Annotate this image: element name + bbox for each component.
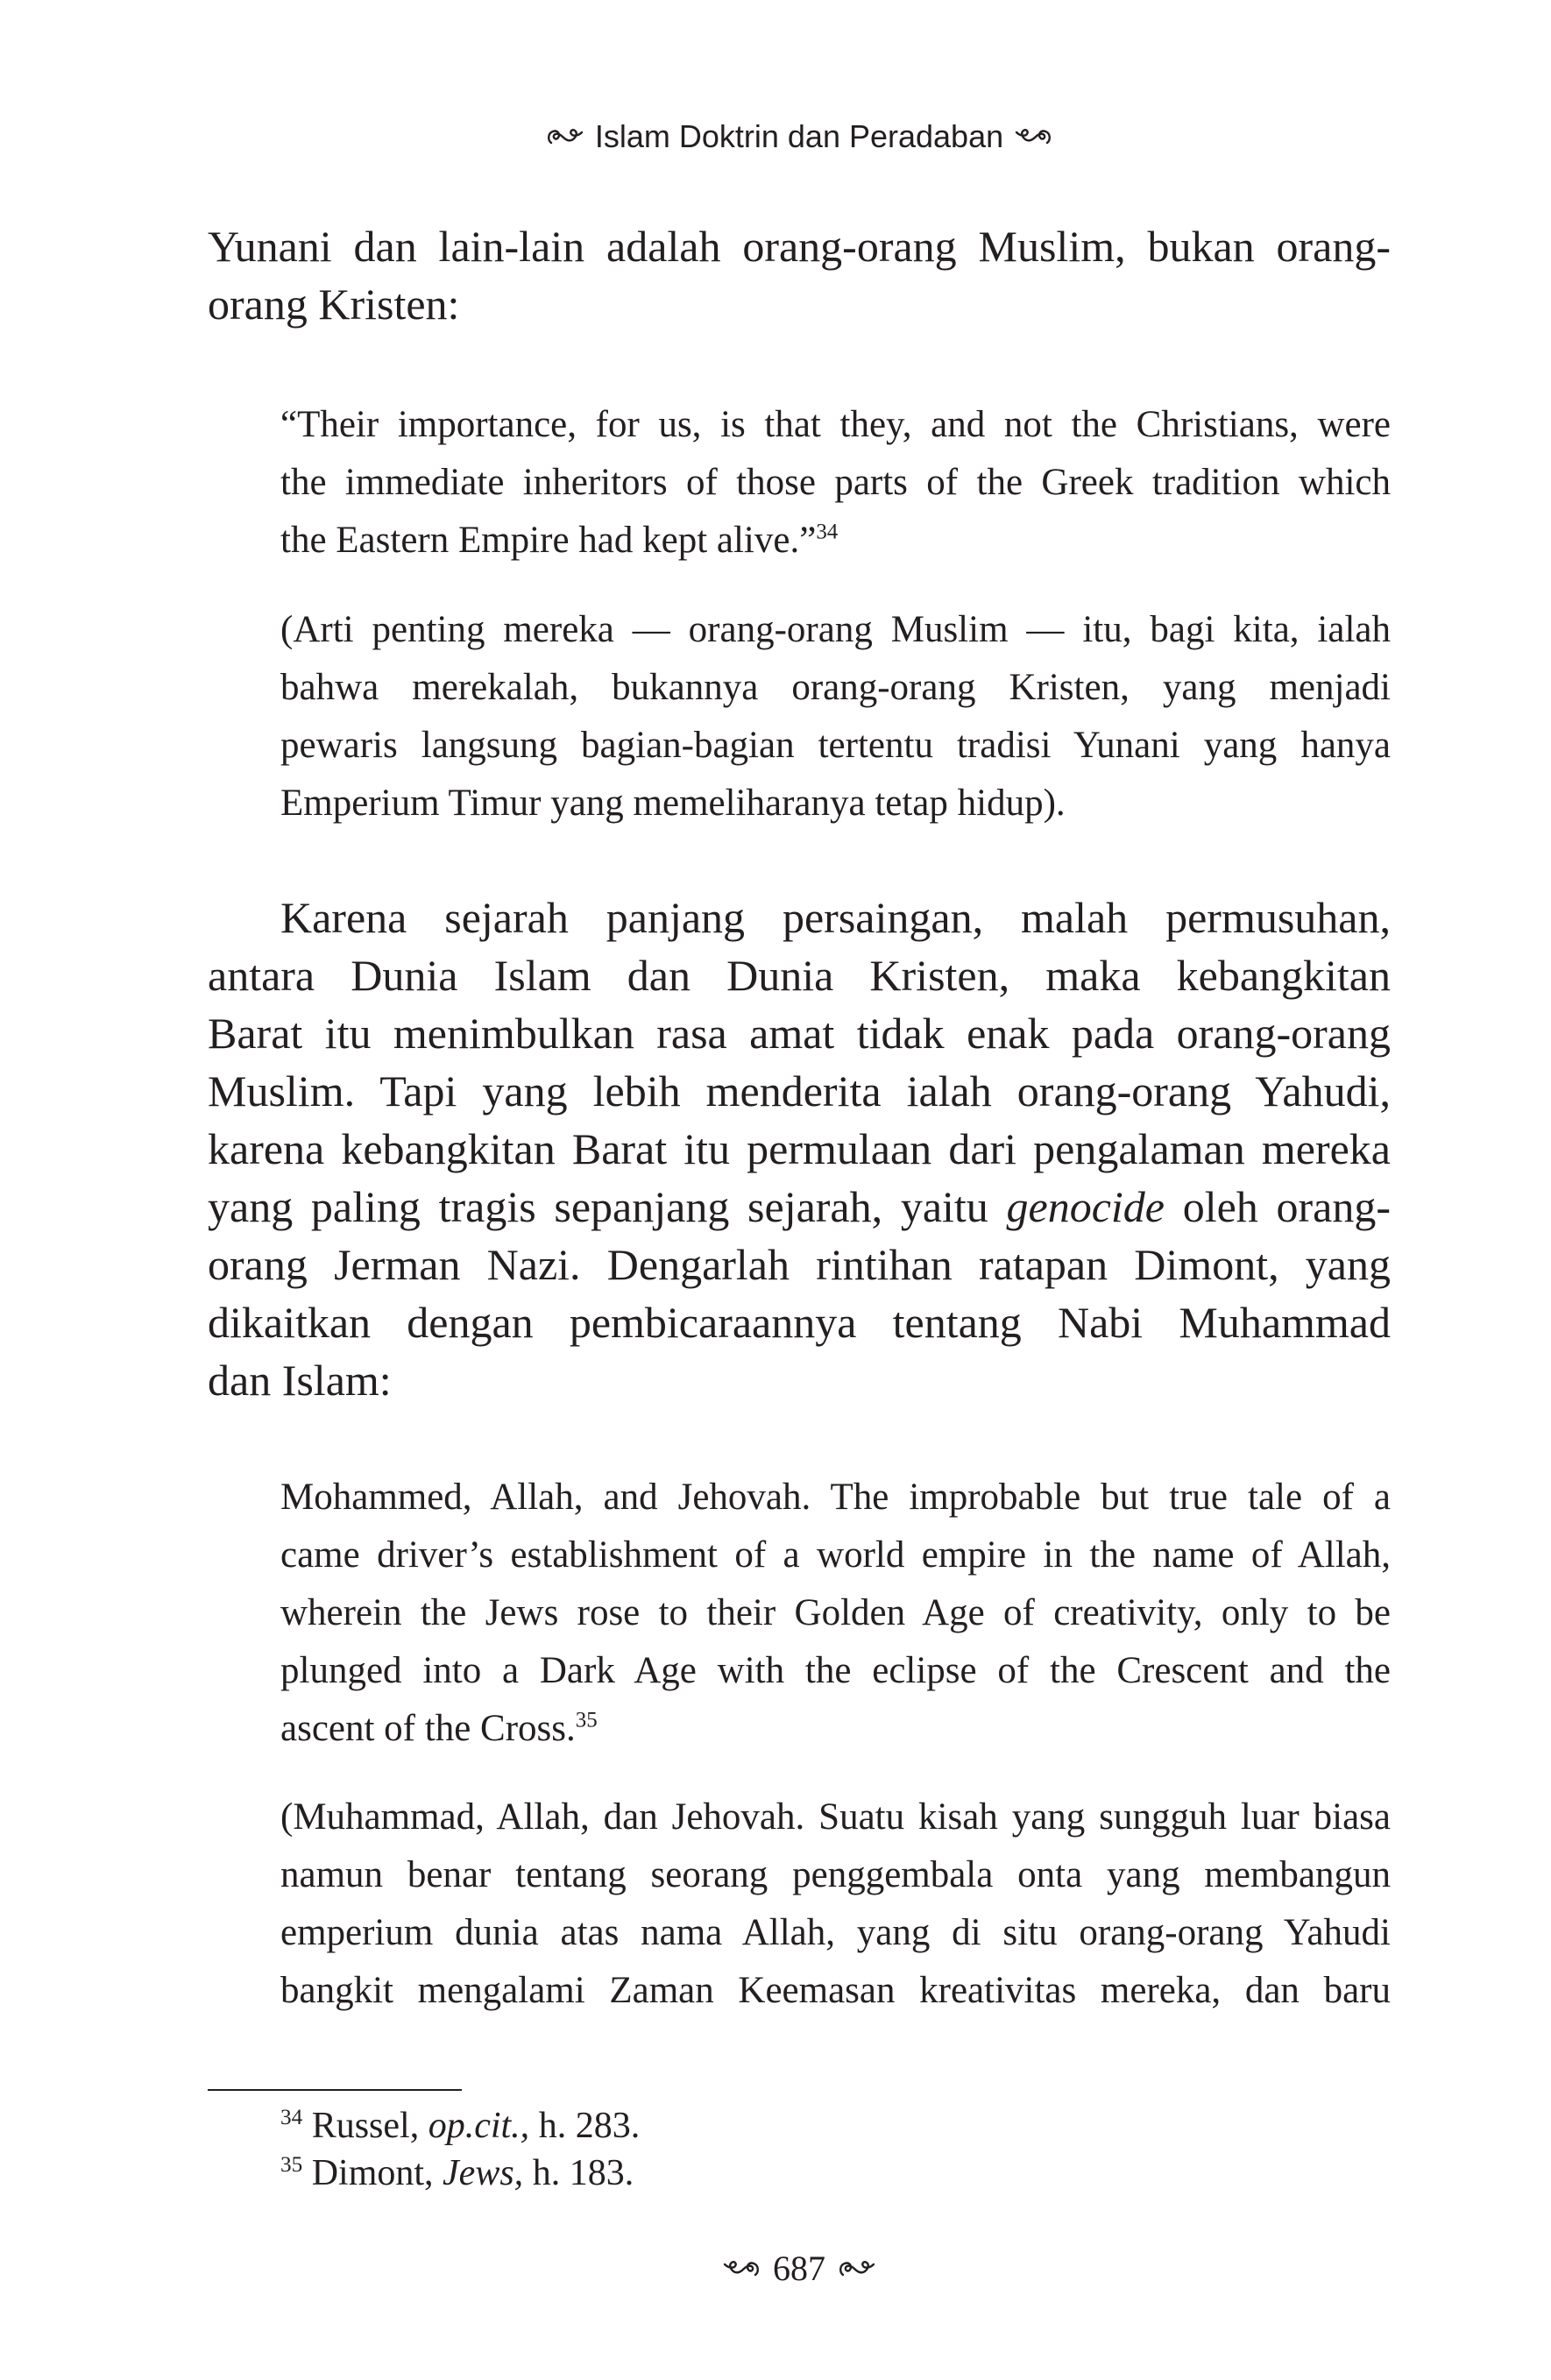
footnotes [280,2102,1391,2197]
body-line: Muslim. Tapi yang lebih menderita ialah orang-orang Yahudi, [208,1066,1391,1116]
footnote-number: 35 [280,2152,303,2177]
fleuron-left-icon [722,2257,761,2280]
block-quote-translation [280,601,1391,832]
body-line-text: oleh orang- [1182,1182,1392,1231]
body-line [208,1178,1391,1236]
body-line: antara Dunia Islam dan Dunia Kristen, maka kebangkitan [208,951,1391,1000]
block-quote-translation [280,1789,1391,2020]
translation-line: Emperium Timur yang memeliharanya tetap hidup). [280,783,1066,824]
translation-line: emperium dunia atas nama Allah, yang di situ orang-orang Yahudi [280,1912,1391,1953]
paragraph [208,217,1391,333]
footnote-page: h. 283. [538,2106,641,2146]
footnote-separator [208,2089,462,2091]
paragraph [208,889,1391,1409]
book-title: Islam Doktrin dan Peradaban [594,118,1004,154]
block-quote-english [280,1469,1391,1758]
footnote [280,2102,1391,2150]
running-head [208,112,1391,161]
body-line-text: yang paling tragis sepanjang sejarah, yaitu [208,1182,988,1231]
page-number: 687 [773,2249,825,2288]
italic-term: genocide [1006,1182,1165,1231]
footnote-number: 34 [280,2105,303,2129]
body-line: Yunani dan lain-lain adalah orang-orang Muslim, bukan orang- [208,222,1391,271]
footnote-author: Dimont, [311,2153,434,2193]
body-line: Barat itu menimbulkan rasa amat tidak enak pada orang-orang [208,1009,1391,1058]
fleuron-right-icon [1014,125,1052,148]
page-footer [208,2244,1391,2293]
quote-line: Mohammed, Allah, and Jehovah. The improbable but true tale of a [280,1477,1391,1518]
translation-line: bahwa merekalah, bukannya orang-orang Kristen, yang menjadi [280,667,1391,708]
translation-line: (Arti penting mereka — orang-orang Muslim — itu, bagi kita, ialah [280,609,1391,650]
footnote-work: op.cit., [428,2106,530,2146]
translation-line: bangkit mengalami Zaman Keemasan kreativitas mereka, dan baru [280,1970,1391,2011]
footnote-page: h. 183. [532,2153,634,2193]
body-line: dikaitkan dengan pembicaraannya tentang Nabi Muhammad [208,1298,1391,1347]
quote-line: wherein the Jews rose to their Golden Age of creativity, only to be [280,1592,1391,1633]
body-line: karena kebangkitan Barat itu permulaan dari pengalaman mereka [208,1124,1391,1173]
quote-line: “Their importance, for us, is that they, and not the Christians, were [280,404,1391,445]
footnote-reference: 35 [575,1708,598,1732]
block-quote-english [280,396,1391,570]
quote-line [280,512,1391,570]
footnote-author: Russel, [311,2106,420,2146]
quote-line [280,1700,1391,1758]
footnote [280,2150,1391,2197]
quote-line-text: ascent of the Cross. [280,1708,576,1749]
footnote-reference: 34 [816,520,839,544]
footnote-work: Jews, [443,2153,524,2193]
fleuron-right-icon [838,2257,876,2280]
translation-line: pewaris langsung bagian-bagian tertentu tradisi Yunani yang hanya [280,725,1391,766]
body-line: dan Islam: [208,1356,392,1405]
quote-line: came driver’s establishment of a world empire in the name of Allah, [280,1534,1391,1576]
body-line: Karena sejarah panjang persaingan, malah permusuhan, [280,893,1391,942]
translation-line: namun benar tentang seorang penggembala onta yang membangun [280,1854,1391,1895]
body-line: orang Kristen: [208,280,460,329]
quote-line: the immediate inheritors of those parts of the Greek tradition which [280,462,1391,503]
quote-line-text: the Eastern Empire had kept alive.” [280,520,817,561]
quote-line: plunged into a Dark Age with the eclipse of the Crescent and the [280,1650,1391,1691]
translation-line: (Muhammad, Allah, dan Jehovah. Suatu kisah yang sungguh luar biasa [280,1796,1391,1838]
fleuron-left-icon [546,125,584,148]
body-line: orang Jerman Nazi. Dengarlah rintihan ratapan Dimont, yang [208,1240,1391,1289]
